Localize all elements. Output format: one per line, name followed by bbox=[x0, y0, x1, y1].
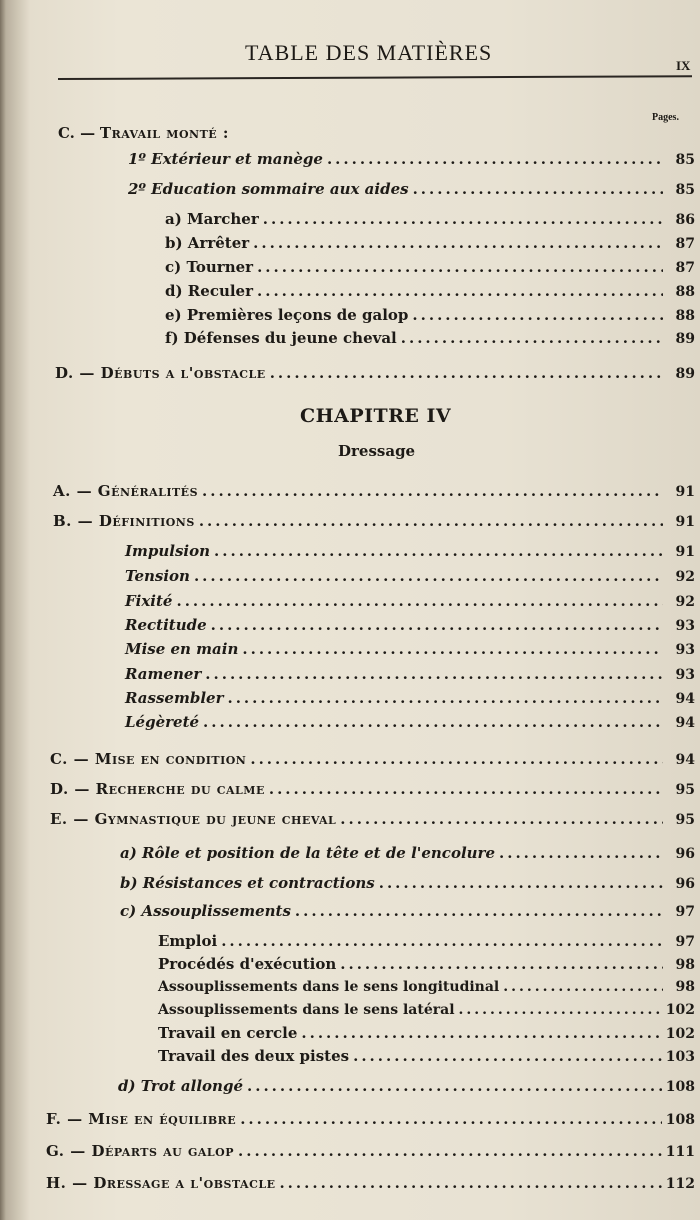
toc-entry[interactable]: Procédés d'exécution ..... 98 bbox=[158, 953, 695, 975]
toc-entry[interactable]: a) Rôle et position de la tête et de l'encolure ..... 96 bbox=[120, 842, 695, 864]
toc-entry[interactable]: Fixité ..... 92 bbox=[125, 590, 695, 612]
dot-leader bbox=[340, 953, 663, 975]
toc-entry[interactable]: Assouplissements dans le sens longitudinal ..... 98 bbox=[158, 976, 695, 998]
dot-leader bbox=[269, 778, 663, 800]
dot-leader bbox=[499, 842, 663, 864]
dot-leader bbox=[279, 1172, 661, 1194]
dot-leader bbox=[401, 327, 663, 349]
toc-entry[interactable]: Assouplissements dans le sens latéral ..... 102 bbox=[158, 999, 695, 1021]
toc-entry[interactable]: E. — Gymnastique du jeune cheval ..... 95 bbox=[50, 808, 695, 830]
pages-column-label: Pages. bbox=[652, 112, 679, 123]
dot-leader bbox=[257, 280, 663, 302]
header-divider bbox=[58, 75, 692, 80]
toc-entry[interactable]: D. — Recherche du calme ..... 95 bbox=[50, 778, 695, 800]
toc-entry[interactable]: b) Arrêter ..... 87 bbox=[165, 232, 695, 254]
toc-entry[interactable]: Travail des deux pistes ..... 103 bbox=[158, 1045, 695, 1067]
toc-entry[interactable]: Emploi ..... 97 bbox=[158, 930, 695, 952]
toc-entry[interactable]: Ramener ..... 93 bbox=[125, 663, 695, 685]
toc-entry[interactable]: Rassembler ..... 94 bbox=[125, 687, 695, 709]
dot-leader bbox=[257, 256, 663, 278]
dot-leader bbox=[199, 510, 663, 532]
dot-leader bbox=[353, 1045, 662, 1067]
toc-entry[interactable]: d) Reculer ..... 88 bbox=[165, 280, 695, 302]
dot-leader bbox=[412, 304, 663, 326]
dot-leader bbox=[203, 711, 663, 733]
dot-leader bbox=[250, 748, 663, 770]
page-number: IX bbox=[676, 58, 691, 73]
dot-leader bbox=[194, 565, 663, 587]
toc-entry[interactable]: B. — Définitions ..... 91 bbox=[53, 510, 695, 532]
page-title: TABLE DES MATIÈRES bbox=[245, 40, 493, 65]
toc-entry[interactable]: D. — Débuts a l'obstacle ..... 89 bbox=[55, 362, 695, 384]
dot-leader bbox=[253, 232, 663, 254]
dot-leader bbox=[263, 208, 663, 230]
dot-leader bbox=[301, 1022, 661, 1044]
dot-leader bbox=[221, 930, 663, 952]
dot-leader bbox=[459, 999, 662, 1021]
toc-entry[interactable]: b) Résistances et contractions ..... 96 bbox=[120, 872, 695, 894]
chapter-title: CHAPITRE IV bbox=[300, 405, 452, 427]
dot-leader bbox=[211, 614, 663, 636]
dot-leader bbox=[202, 480, 663, 502]
toc-entry[interactable]: f) Défenses du jeune cheval ..... 89 bbox=[165, 327, 695, 349]
toc-entry[interactable]: A. — Généralités ..... 91 bbox=[53, 480, 695, 502]
toc-entry[interactable]: Impulsion ..... 91 bbox=[125, 540, 695, 562]
toc-entry[interactable]: a) Marcher ..... 86 bbox=[165, 208, 695, 230]
dot-leader bbox=[205, 663, 663, 685]
toc-entry[interactable]: Légèreté ..... 94 bbox=[125, 711, 695, 733]
toc-entry[interactable]: H. — Dressage a l'obstacle ..... 112 bbox=[46, 1172, 695, 1194]
dot-leader bbox=[379, 872, 663, 894]
dot-leader bbox=[295, 900, 663, 922]
dot-leader bbox=[340, 808, 663, 830]
toc-entry[interactable]: Tension ..... 92 bbox=[125, 565, 695, 587]
toc-entry[interactable]: c) Assouplissements ..... 97 bbox=[120, 900, 695, 922]
dot-leader bbox=[247, 1075, 662, 1097]
dot-leader bbox=[327, 148, 663, 170]
dot-leader bbox=[238, 1140, 662, 1162]
chapter-subtitle: Dressage bbox=[338, 442, 416, 460]
section-letter: C. — bbox=[58, 124, 96, 142]
dot-leader bbox=[270, 362, 663, 384]
dot-leader bbox=[227, 687, 663, 709]
toc-entry[interactable]: Travail en cercle ..... 102 bbox=[158, 1022, 695, 1044]
dot-leader bbox=[240, 1108, 662, 1130]
toc-entry[interactable]: d) Trot allongé ..... 108 bbox=[118, 1075, 695, 1097]
toc-entry[interactable]: 1º Extérieur et manège ..... 85 bbox=[128, 148, 695, 170]
toc-entry[interactable]: Rectitude ..... 93 bbox=[125, 614, 695, 636]
toc-entry[interactable]: 2º Education sommaire aux aides ..... 85 bbox=[128, 178, 695, 200]
dot-leader bbox=[214, 540, 663, 562]
toc-entry[interactable]: C. — Mise en condition ..... 94 bbox=[50, 748, 695, 770]
section-title: Travail monté : bbox=[99, 124, 229, 142]
toc-entry[interactable]: c) Tourner ..... 87 bbox=[165, 256, 695, 278]
dot-leader bbox=[503, 976, 663, 998]
toc-entry[interactable]: e) Premières leçons de galop ..... 88 bbox=[165, 304, 695, 326]
toc-entry[interactable]: Mise en main ..... 93 bbox=[125, 638, 695, 660]
dot-leader bbox=[242, 638, 663, 660]
toc-entry[interactable]: F. — Mise en équilibre ..... 108 bbox=[46, 1108, 695, 1130]
section-c-heading bbox=[58, 122, 229, 144]
dot-leader bbox=[176, 590, 663, 612]
toc-entry[interactable]: G. — Départs au galop ..... 111 bbox=[46, 1140, 695, 1162]
dot-leader bbox=[413, 178, 663, 200]
